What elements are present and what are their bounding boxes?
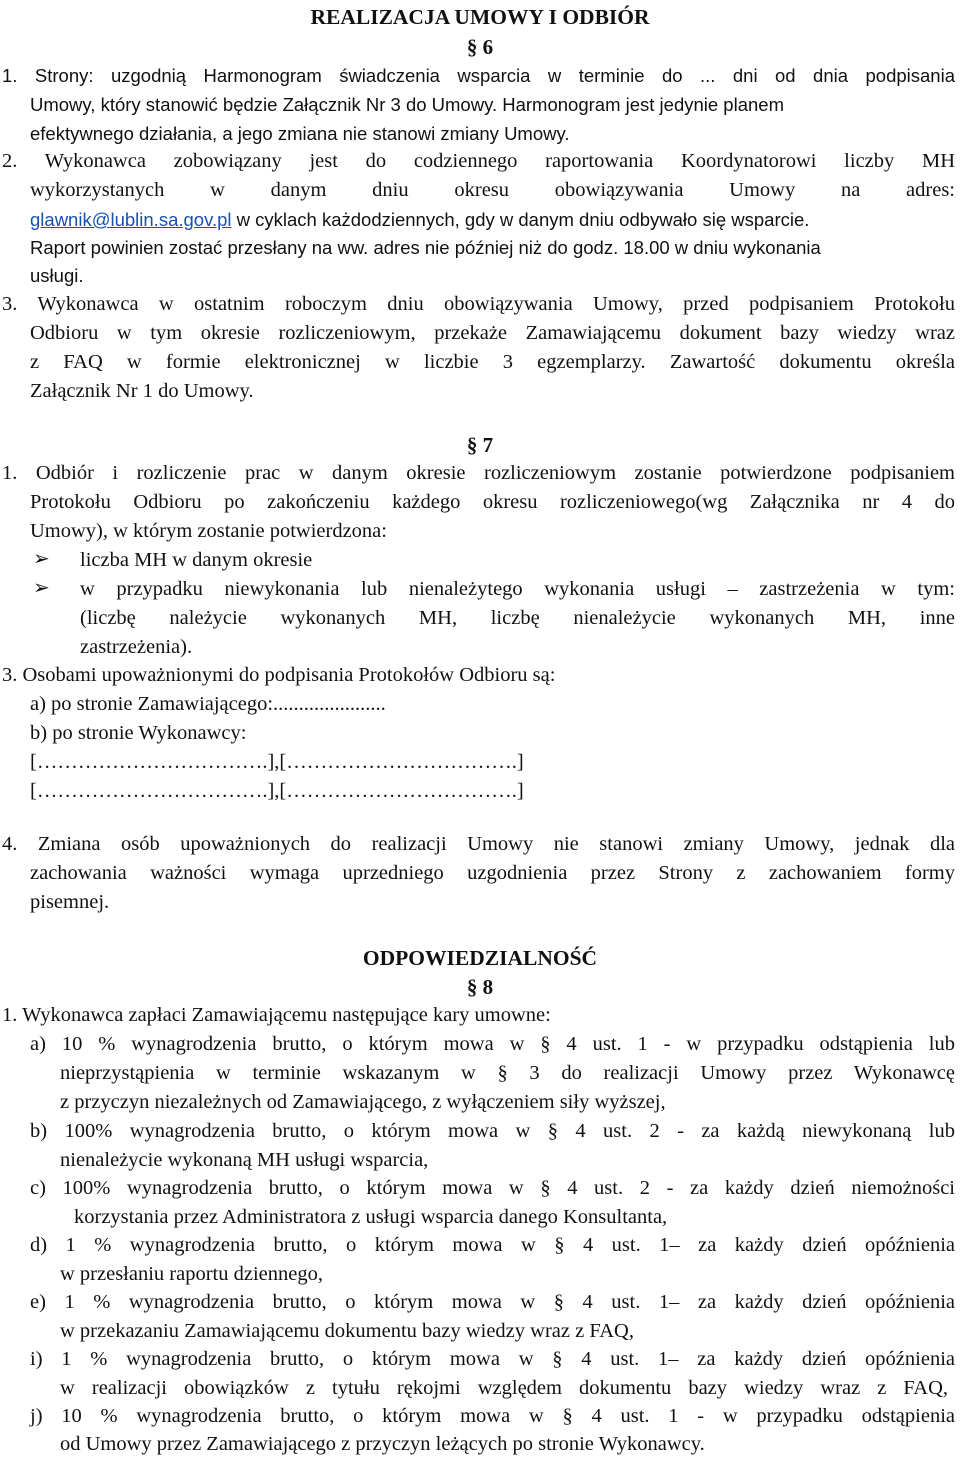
paragraph-line: 1. Strony: uzgodnią Harmonogram świadczenia wsparcia w terminie do ... dni od dnia podpisania bbox=[2, 65, 955, 86]
paragraph-line: Protokołu Odbioru po zakończeniu każdego okresu rozliczeniowego(wg Załącznika nr 4 do bbox=[30, 491, 955, 513]
paragraph-line: Załącznik Nr 1 do Umowy. bbox=[30, 380, 254, 402]
list-item-continuation: od Umowy przez Zamawiającego z przyczyn leżących po stronie Wykonawcy. bbox=[60, 1433, 705, 1455]
list-item-continuation: w przesłaniu raportu dziennego, bbox=[60, 1263, 323, 1285]
paragraph-line: pisemnej. bbox=[30, 891, 110, 913]
section-number-value: 6 bbox=[482, 35, 494, 59]
list-item: d) 1 % wynagrodzenia brutto, o którym mowa w § 4 ust. 1– za każdy dzień opóźnienia bbox=[30, 1234, 955, 1256]
list-item: a) 10 % wynagrodzenia brutto, o którym mowa w § 4 ust. 1 - w przypadku odstąpienia lub bbox=[30, 1033, 955, 1055]
paragraph-line: Umowy), w którym zostanie potwierdzona: bbox=[30, 520, 387, 542]
paragraph-line: Umowy, który stanowić będzie Załącznik Nr 3 do Umowy. Harmonogram jest jedynie planem bbox=[30, 94, 784, 115]
signature-placeholder: […………………………….],[…………………………….] bbox=[30, 780, 524, 802]
arrowhead-bullet-icon: ➢ bbox=[33, 575, 50, 599]
paragraph-line: efektywnego działania, a jego zmiana nie stanowi zmiany Umowy. bbox=[30, 123, 570, 144]
paragraph-text: w cyklach każdodziennych, gdy w danym dniu odbywało się wsparcie. bbox=[231, 209, 810, 230]
paragraph-line: Raport powinien zostać przesłany na ww. adres nie później niż do godz. 18.00 w dniu wykonania bbox=[30, 237, 821, 258]
paragraph-line: 3. Wykonawca w ostatnim roboczym dniu obowiązywania Umowy, przed podpisaniem Protokołu bbox=[2, 293, 955, 315]
paragraph-line bbox=[30, 205, 955, 234]
section-number-value: 7 bbox=[482, 433, 494, 457]
paragraph-line: zachowania ważności wymaga uprzedniego uzgodnienia przez Strony z zachowaniem formy bbox=[30, 862, 955, 884]
paragraph-line: a) po stronie Zamawiającego:...................... bbox=[30, 693, 386, 715]
list-item-continuation: (liczbę należycie wykonanych MH, liczbę nienależycie wykonanych MH, inne bbox=[80, 607, 955, 629]
arrowhead-bullet-icon: ➢ bbox=[33, 546, 50, 570]
list-item-continuation: w przekazaniu Zamawiającemu dokumentu bazy wiedzy wraz z FAQ, bbox=[60, 1320, 634, 1342]
paragraph-line: wykorzystanych w danym dniu okresu obowiązywania Umowy na adres: bbox=[30, 179, 955, 201]
list-item: liczba MH w danym okresie bbox=[80, 549, 313, 571]
section-number: § 8 bbox=[466, 975, 494, 999]
paragraph-line: 2. Wykonawca zobowiązany jest do codziennego raportowania Koordynatorowi liczby MH bbox=[2, 150, 955, 172]
paragraph-line: z FAQ w formie elektronicznej w liczbie 3 egzemplarzy. Zawartość dokumentu określa bbox=[30, 351, 955, 373]
list-item-continuation: z przyczyn niezależnych od Zamawiającego, z wyłączeniem siły wyższej, bbox=[60, 1091, 666, 1113]
section-number: § 6 bbox=[466, 35, 494, 59]
list-item: i) 1 % wynagrodzenia brutto, o którym mowa w § 4 ust. 1– za każdy dzień opóźnienia bbox=[30, 1348, 955, 1370]
section-heading: REALIZACJA UMOWY I ODBIÓR bbox=[310, 5, 650, 29]
section-number: § 7 bbox=[466, 433, 494, 457]
paragraph-line: b) po stronie Wykonawcy: bbox=[30, 722, 247, 744]
list-item: e) 1 % wynagrodzenia brutto, o którym mowa w § 4 ust. 1– za każdy dzień opóźnienia bbox=[30, 1291, 955, 1313]
section-number-value: 8 bbox=[482, 975, 494, 999]
list-item-continuation: nieprzystąpienia w terminie wskazanym w § 3 do realizacji Umowy przez Wykonawcę bbox=[60, 1062, 955, 1084]
list-item: w przypadku niewykonania lub nienależytego wykonania usługi – zastrzeżenia w tym: bbox=[80, 578, 955, 600]
list-item-continuation: nienależycie wykonaną MH usługi wsparcia, bbox=[60, 1149, 429, 1171]
list-item-continuation: korzystania przez Administratora z usługi wsparcia danego Konsultanta, bbox=[74, 1206, 668, 1228]
list-item: b) 100% wynagrodzenia brutto, o którym mowa w § 4 ust. 2 - za każdą niewykonaną lub bbox=[30, 1120, 955, 1142]
list-item-continuation: w realizacji obowiązków z tytułu rękojmi względem dokumentu bazy wiedzy wraz z FAQ, bbox=[60, 1377, 948, 1399]
paragraph-line: usługi. bbox=[30, 265, 84, 286]
paragraph-line: 4. Zmiana osób upoważnionych do realizacji Umowy nie stanowi zmiany Umowy, jednak dla bbox=[2, 833, 955, 855]
signature-placeholder: […………………………….],[…………………………….] bbox=[30, 751, 524, 773]
list-item: c) 100% wynagrodzenia brutto, o którym mowa w § 4 ust. 2 - za każdy dzień niemożności bbox=[30, 1177, 955, 1199]
section-heading: ODPOWIEDZIALNOŚĆ bbox=[362, 946, 598, 970]
list-item-continuation: zastrzeżenia). bbox=[80, 636, 193, 658]
paragraph-line: 1. Odbiór i rozliczenie prac w danym okresie rozliczeniowym zostanie potwierdzone podpisaniem bbox=[2, 462, 955, 484]
paragraph-line: 3. Osobami upoważnionymi do podpisania Protokołów Odbioru są: bbox=[2, 664, 556, 686]
email-link[interactable]: glawnik@lublin.sa.gov.pl bbox=[30, 209, 232, 230]
paragraph-line: 1. Wykonawca zapłaci Zamawiającemu następujące kary umowne: bbox=[2, 1004, 551, 1026]
list-item: j) 10 % wynagrodzenia brutto, o którym mowa w § 4 ust. 1 - w przypadku odstąpienia bbox=[30, 1405, 955, 1427]
paragraph-line: Odbioru w tym okresie rozliczeniowym, przekaże Zamawiającemu dokument bazy wiedzy wraz bbox=[30, 322, 955, 344]
